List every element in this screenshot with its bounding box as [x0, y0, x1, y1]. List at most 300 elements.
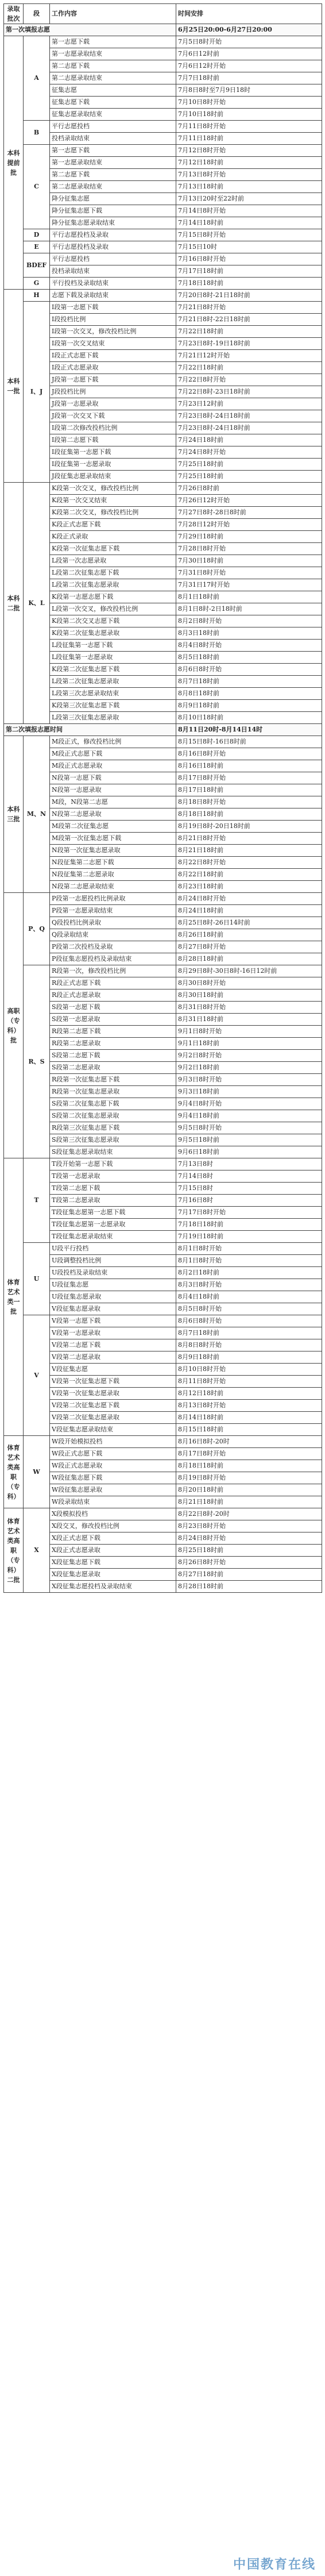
table-row [4, 1050, 322, 1062]
work-item: 征集志愿 [50, 84, 176, 97]
work-item: I段第一次交叉结束 [50, 338, 176, 350]
table-row [4, 157, 322, 169]
table-row [4, 615, 322, 627]
table-row [4, 446, 322, 459]
time-item: 7月24日8时开始 [176, 446, 322, 459]
table-row [4, 1315, 322, 1327]
work-item: X段征集志愿下载 [50, 1557, 176, 1569]
section-row [4, 724, 322, 736]
time-item: 7月8日8时至7月9日18时 [176, 84, 322, 97]
time-item: 8月23日8时开始 [176, 1520, 322, 1532]
work-item: X段交叉，修改投档比例 [50, 1520, 176, 1532]
header-time: 时间安排 [176, 4, 322, 24]
table-row [4, 869, 322, 881]
work-item: 降分征集志愿下载 [50, 205, 176, 217]
table-row [4, 1026, 322, 1038]
batch-label: 体育艺术类高职（专科） [4, 1436, 24, 1508]
work-item: I段正式志愿下载 [50, 350, 176, 362]
table-row [4, 241, 322, 253]
time-item: 7月14日8时开始 [176, 205, 322, 217]
work-item: X段征集志愿录取 [50, 1569, 176, 1581]
time-item: 8月4日8时开始 [176, 640, 322, 652]
time-item: 8月17日8时开始 [176, 1448, 322, 1460]
time-item: 7月31日17时开始 [176, 579, 322, 591]
segment-label: V [24, 1315, 50, 1436]
table-row [4, 72, 322, 84]
time-item: 8月22日8时开始 [176, 857, 322, 869]
table-row [4, 1158, 322, 1170]
time-item: 7月22日8时-23日18时前 [176, 386, 322, 398]
work-item: K段第一志愿志愿下载 [50, 591, 176, 603]
work-item: J段第一志愿下载 [50, 374, 176, 386]
time-item: 9月5日18时前 [176, 1134, 322, 1146]
time-item: 7月26日12时开始 [176, 495, 322, 507]
time-item: 7月15日8时 [176, 1183, 322, 1195]
work-item: S段第三次征集志愿录取 [50, 1134, 176, 1146]
table-row [4, 700, 322, 712]
time-item: 8月15日18时前 [176, 1424, 322, 1436]
table-row [4, 1520, 322, 1532]
time-item: 8月20日18时前 [176, 1484, 322, 1496]
work-item: K段第一次征集志愿下载 [50, 543, 176, 555]
table-row [4, 953, 322, 965]
table-row [4, 374, 322, 386]
time-item: 7月17日18时前 [176, 265, 322, 278]
table-row [4, 362, 322, 374]
time-item: 8月6日8时开始 [176, 664, 322, 676]
time-item: 8月21日18时前 [176, 1496, 322, 1508]
table-row [4, 760, 322, 772]
work-item: V段第一次征集志愿下载 [50, 1376, 176, 1388]
table-row [4, 977, 322, 989]
time-item: 8月3日18时前 [176, 627, 322, 640]
table-row [4, 84, 322, 97]
work-item: S段征集志愿录取结束 [50, 1146, 176, 1158]
work-item: W段正式志愿录取 [50, 1460, 176, 1472]
work-item: M段，N段第二志愿 [50, 796, 176, 808]
work-item: K段第二次征集志愿录取 [50, 627, 176, 640]
table-row [4, 1581, 322, 1593]
table-row [4, 1460, 322, 1472]
time-item: 8月2日18时前 [176, 1267, 322, 1279]
time-item: 7月28日12时开始 [176, 519, 322, 531]
time-item: 8月22日8时-20时 [176, 1508, 322, 1520]
time-item: 8月24日8时开始 [176, 1532, 322, 1545]
table-row [4, 36, 322, 48]
table-row [4, 483, 322, 495]
work-item: 第二志愿录取结束 [50, 181, 176, 193]
table-row [4, 1400, 322, 1412]
work-item: L段征集第一志愿下载 [50, 640, 176, 652]
work-item: K段第二次交叉志愿下载 [50, 615, 176, 627]
time-item: 8月28日18时前 [176, 953, 322, 965]
time-item: 8月13日8时开始 [176, 1400, 322, 1412]
table-row [4, 591, 322, 603]
table-row [4, 652, 322, 664]
time-item: 7月14日8时 [176, 1170, 322, 1183]
work-item: 第一志愿录取结束 [50, 157, 176, 169]
table-row [4, 121, 322, 133]
work-item: 投档录取结束 [50, 133, 176, 145]
time-item: 8月24日18时前 [176, 905, 322, 917]
time-item: 8月22日18时前 [176, 869, 322, 881]
work-item: U段调整投档比例 [50, 1255, 176, 1267]
work-item: 降分征集志愿录取结束 [50, 217, 176, 229]
segment-label: A [24, 36, 50, 121]
table-row [4, 253, 322, 265]
batch-label: 本科二批 [4, 483, 24, 724]
time-item: 8月26日18时前 [176, 929, 322, 941]
time-item: 8月24日8时开始 [176, 893, 322, 905]
table-row [4, 338, 322, 350]
table-row [4, 1243, 322, 1255]
work-item: R段正式志愿下载 [50, 977, 176, 989]
table-row [4, 133, 322, 145]
time-item: 7月5日8时开始 [176, 36, 322, 48]
work-item: K段第三次征集志愿下载 [50, 700, 176, 712]
table-row [4, 217, 322, 229]
header-batch: 录取批次 [4, 4, 24, 24]
time-item: 8月17日18时前 [176, 784, 322, 796]
work-item: R段第二志愿录取 [50, 1038, 176, 1050]
table-row [4, 1291, 322, 1303]
work-item: M段正式志愿录取 [50, 760, 176, 772]
work-item: Q段录取结束 [50, 929, 176, 941]
time-item: 7月11日18时前 [176, 133, 322, 145]
table-row [4, 941, 322, 953]
table-row [4, 1110, 322, 1122]
work-item: T段征集志愿第一志愿下载 [50, 1207, 176, 1219]
table-row [4, 48, 322, 60]
work-item: J段第一志愿录取 [50, 398, 176, 410]
table-row [4, 748, 322, 760]
time-item: 7月23日8时-24日18时前 [176, 410, 322, 422]
header-segment: 段 [24, 4, 50, 24]
table-row [4, 1412, 322, 1424]
time-item: 8月27日18时前 [176, 1569, 322, 1581]
work-item: T段征集志愿第一志愿录取 [50, 1219, 176, 1231]
work-item: M段第二次征集志愿 [50, 821, 176, 833]
batch-label: 本科提前批 [4, 36, 24, 290]
work-item: M段第一次征集志愿下载 [50, 833, 176, 845]
table-row [4, 1545, 322, 1557]
work-item: 征集志愿录取结束 [50, 109, 176, 121]
segment-label: B [24, 121, 50, 145]
batch-label: 本科一批 [4, 290, 24, 483]
time-item: 7月23日8时-19日18时前 [176, 338, 322, 350]
table-row [4, 422, 322, 434]
time-item: 8月14日18时前 [176, 1412, 322, 1424]
table-row [4, 386, 322, 398]
schedule-body [4, 4, 322, 1593]
table-row [4, 1327, 322, 1339]
time-item: 8月6日8时开始 [176, 1315, 322, 1327]
time-item: 8月29日8时-30日8时-16日12时前 [176, 965, 322, 977]
table-row [4, 1002, 322, 1014]
table-row [4, 1195, 322, 1207]
table-row [4, 531, 322, 543]
segment-label: G [24, 278, 50, 290]
table-row [4, 1532, 322, 1545]
time-item: 8月21日8时开始 [176, 833, 322, 845]
time-item: 7月31日8时开始 [176, 567, 322, 579]
batch-label: 体育艺术类高职（专科）二批 [4, 1508, 24, 1593]
section-title: 第二次填报志愿时间 [4, 724, 176, 736]
work-item: V段征集志愿 [50, 1364, 176, 1376]
time-item: 8月8日18时前 [176, 688, 322, 700]
table-row [4, 471, 322, 483]
segment-label: H [24, 290, 50, 302]
work-item: W段正式志愿下载 [50, 1448, 176, 1460]
time-item: 7月7日18时前 [176, 72, 322, 84]
time-item: 7月19日18时前 [176, 1231, 322, 1243]
work-item: R段第一次征集志愿下载 [50, 1074, 176, 1086]
time-item: 7月21日8时-22日18时前 [176, 314, 322, 326]
time-item: 8月23日18时前 [176, 881, 322, 893]
table-row [4, 1267, 322, 1279]
table-row [4, 543, 322, 555]
time-item: 8月30日18时前 [176, 989, 322, 1002]
table-row [4, 1303, 322, 1315]
table-row [4, 169, 322, 181]
work-item: K段第一次交叉结束 [50, 495, 176, 507]
table-row [4, 688, 322, 700]
table-row [4, 1472, 322, 1484]
work-item: T段征集志愿录取结束 [50, 1231, 176, 1243]
work-item: J段投档比例 [50, 386, 176, 398]
time-item: 8月19日8时开始 [176, 1472, 322, 1484]
time-item: 7月26日8时前 [176, 483, 322, 495]
work-item: R段第一次，修改投档比例 [50, 965, 176, 977]
work-item: V段第二次征集志愿录取 [50, 1412, 176, 1424]
table-row [4, 603, 322, 615]
time-item: 8月8日8时开始 [176, 1339, 322, 1351]
time-item: 7月13日8时 [176, 1158, 322, 1170]
time-item: 7月22日8时开始 [176, 374, 322, 386]
time-item: 8月19日8时-20日18时前 [176, 821, 322, 833]
time-item: 7月10日8时开始 [176, 97, 322, 109]
work-item: I段第一次交叉，修改投档比例 [50, 326, 176, 338]
time-item: 7月17日8时开始 [176, 1207, 322, 1219]
table-row [4, 1146, 322, 1158]
table-row [4, 784, 322, 796]
table-row [4, 326, 322, 338]
table-row [4, 1424, 322, 1436]
work-item: 平行志愿投档 [50, 121, 176, 133]
time-item: 9月4日18时前 [176, 1110, 322, 1122]
work-item: V段第一志愿录取 [50, 1327, 176, 1339]
work-item: V段第二志愿录取 [50, 1351, 176, 1364]
time-item: 7月10日18时前 [176, 109, 322, 121]
time-item: 8月7日18时前 [176, 1327, 322, 1339]
time-item: 7月13日8时开始 [176, 169, 322, 181]
time-item: 8月1日18时前 [176, 591, 322, 603]
time-item: 8月26日8时开始 [176, 1557, 322, 1569]
work-item: N段征集第二志愿下载 [50, 857, 176, 869]
section-row [4, 24, 322, 36]
work-item: I段正式志愿录取 [50, 362, 176, 374]
table-row [4, 1170, 322, 1183]
watermark-logo: 中国教育在线 [233, 2558, 316, 2572]
work-item: U段征集志愿录取 [50, 1291, 176, 1303]
time-item: 8月1日8时-2日18时前 [176, 603, 322, 615]
table-row [4, 181, 322, 193]
work-item: X段模拟投档 [50, 1508, 176, 1520]
segment-label: BDEF [24, 253, 50, 278]
table-row [4, 857, 322, 869]
time-item: 8月16日8时-20时 [176, 1436, 322, 1448]
work-item: 投档录取结束 [50, 265, 176, 278]
time-item: 7月16日8时 [176, 1195, 322, 1207]
time-item: 8月5日8时开始 [176, 1303, 322, 1315]
section-title: 第一次填报志愿 [4, 24, 176, 36]
time-item: 9月4日8时开始 [176, 1098, 322, 1110]
table-row [4, 97, 322, 109]
work-item: N段第二志愿录取 [50, 808, 176, 821]
work-item: L段第二次征集志愿录取 [50, 579, 176, 591]
work-item: N段第一志愿录取 [50, 784, 176, 796]
table-row [4, 808, 322, 821]
work-item: L段第一次交叉，修改投档比例 [50, 603, 176, 615]
time-item: 8月31日18时前 [176, 1014, 322, 1026]
table-row [4, 1122, 322, 1134]
work-item: L段第三次志愿录取结束 [50, 688, 176, 700]
table-row [4, 1062, 322, 1074]
time-item: 8月9日18时前 [176, 1351, 322, 1364]
work-item: V段第一次征集志愿录取 [50, 1388, 176, 1400]
time-item: 7月27日8时-28日8时前 [176, 507, 322, 519]
time-item: 8月25日18时前 [176, 1545, 322, 1557]
time-item: 7月6日12时开始 [176, 60, 322, 72]
time-item: 9月2日18时前 [176, 1062, 322, 1074]
work-item: V段第二次征集志愿下载 [50, 1400, 176, 1412]
segment-label: X [24, 1508, 50, 1593]
table-row [4, 1569, 322, 1581]
time-item: 7月20日8时-21日18时前 [176, 290, 322, 302]
work-item: I段投档比例 [50, 314, 176, 326]
work-item: 征集志愿下载 [50, 97, 176, 109]
work-item: P段第二次投档及录取 [50, 941, 176, 953]
table-row [4, 1038, 322, 1050]
table-row [4, 1339, 322, 1351]
work-item: N段第一志愿下载 [50, 772, 176, 784]
work-item: X段正式志愿录取 [50, 1545, 176, 1557]
time-item: 7月18日18时前 [176, 278, 322, 290]
work-item: N段征集第二志愿录取 [50, 869, 176, 881]
segment-label: U [24, 1243, 50, 1315]
time-item: 7月23日12时前 [176, 398, 322, 410]
table-row [4, 893, 322, 905]
time-item: 8月16日8时开始 [176, 748, 322, 760]
time-item: 7月13日20时至22时前 [176, 193, 322, 205]
table-row [4, 1448, 322, 1460]
table-row [4, 579, 322, 591]
table-row [4, 193, 322, 205]
work-item: R段第一次征集志愿录取 [50, 1086, 176, 1098]
time-item: 7月22日18时前 [176, 326, 322, 338]
segment-label: D [24, 229, 50, 241]
table-row [4, 302, 322, 314]
time-item: 7月6日12时前 [176, 48, 322, 60]
time-item: 7月14日18时前 [176, 217, 322, 229]
table-row [4, 350, 322, 362]
work-item: W段开始模拟投档 [50, 1436, 176, 1448]
segment-label: P、Q [24, 893, 50, 965]
time-item: 7月30日18时前 [176, 555, 322, 567]
table-row [4, 314, 322, 326]
table-row [4, 1255, 322, 1267]
time-item: 7月16日8时开始 [176, 253, 322, 265]
table-row [4, 1508, 322, 1520]
table-row [4, 1364, 322, 1376]
work-item: T段第一志愿录取 [50, 1170, 176, 1183]
time-item: 9月6日18时前 [176, 1146, 322, 1158]
work-item: I段第二志愿下载 [50, 434, 176, 446]
table-row [4, 664, 322, 676]
batch-label: 高职（专科）批 [4, 893, 24, 1158]
time-item: 8月15日8时-16日8时前 [176, 736, 322, 748]
time-item: 7月24日18时前 [176, 434, 322, 446]
table-row [4, 109, 322, 121]
time-item: 8月18日18时前 [176, 808, 322, 821]
time-item: 8月27日8时开始 [176, 941, 322, 953]
segment-label: C [24, 145, 50, 229]
work-item: V段第二志愿下载 [50, 1339, 176, 1351]
table-row [4, 495, 322, 507]
time-item: 7月22日18时前 [176, 362, 322, 374]
batch-label: 体育艺术类一批 [4, 1158, 24, 1436]
work-item: 平行志愿投档及录取 [50, 241, 176, 253]
work-item: R段第二志愿下载 [50, 1026, 176, 1038]
table-row [4, 434, 322, 446]
work-item: V段征集志愿录取结束 [50, 1424, 176, 1436]
work-item: J段征集志愿录取结束 [50, 471, 176, 483]
time-item: 9月5日8时开始 [176, 1122, 322, 1134]
work-item: W段征集志愿录取 [50, 1484, 176, 1496]
table-row [4, 278, 322, 290]
work-item: S段第二次征集志愿录取 [50, 1110, 176, 1122]
table-row [4, 229, 322, 241]
time-item: 8月11日8时开始 [176, 1376, 322, 1388]
time-item: 7月12日8时开始 [176, 145, 322, 157]
time-item: 8月1日8时开始 [176, 1243, 322, 1255]
work-item: T段第二志愿下载 [50, 1183, 176, 1195]
table-row [4, 1086, 322, 1098]
work-item: I段第二次修改投档比例 [50, 422, 176, 434]
table-row [4, 1074, 322, 1086]
table-row [4, 989, 322, 1002]
table-row [4, 1376, 322, 1388]
time-item: 8月1日8时开始 [176, 1255, 322, 1267]
time-item: 7月21日12时开始 [176, 350, 322, 362]
table-row [4, 1388, 322, 1400]
work-item: K段第二次征集志愿下载 [50, 664, 176, 676]
table-row [4, 1484, 322, 1496]
segment-label: K、L [24, 483, 50, 724]
time-item: 8月17日8时开始 [176, 772, 322, 784]
table-row [4, 1207, 322, 1219]
work-item: P段第一志愿录取结束 [50, 905, 176, 917]
time-item: 8月5日18时前 [176, 652, 322, 664]
time-item: 7月11日8时开始 [176, 121, 322, 133]
work-item: N段第一次征集志愿录取 [50, 845, 176, 857]
time-item: 8月16日18时前 [176, 760, 322, 772]
table-row [4, 772, 322, 784]
time-item: 7月23日8时-24日18时前 [176, 422, 322, 434]
work-item: V段第一志愿下载 [50, 1315, 176, 1327]
work-item: L段征集第一志愿录取 [50, 652, 176, 664]
table-row [4, 1134, 322, 1146]
